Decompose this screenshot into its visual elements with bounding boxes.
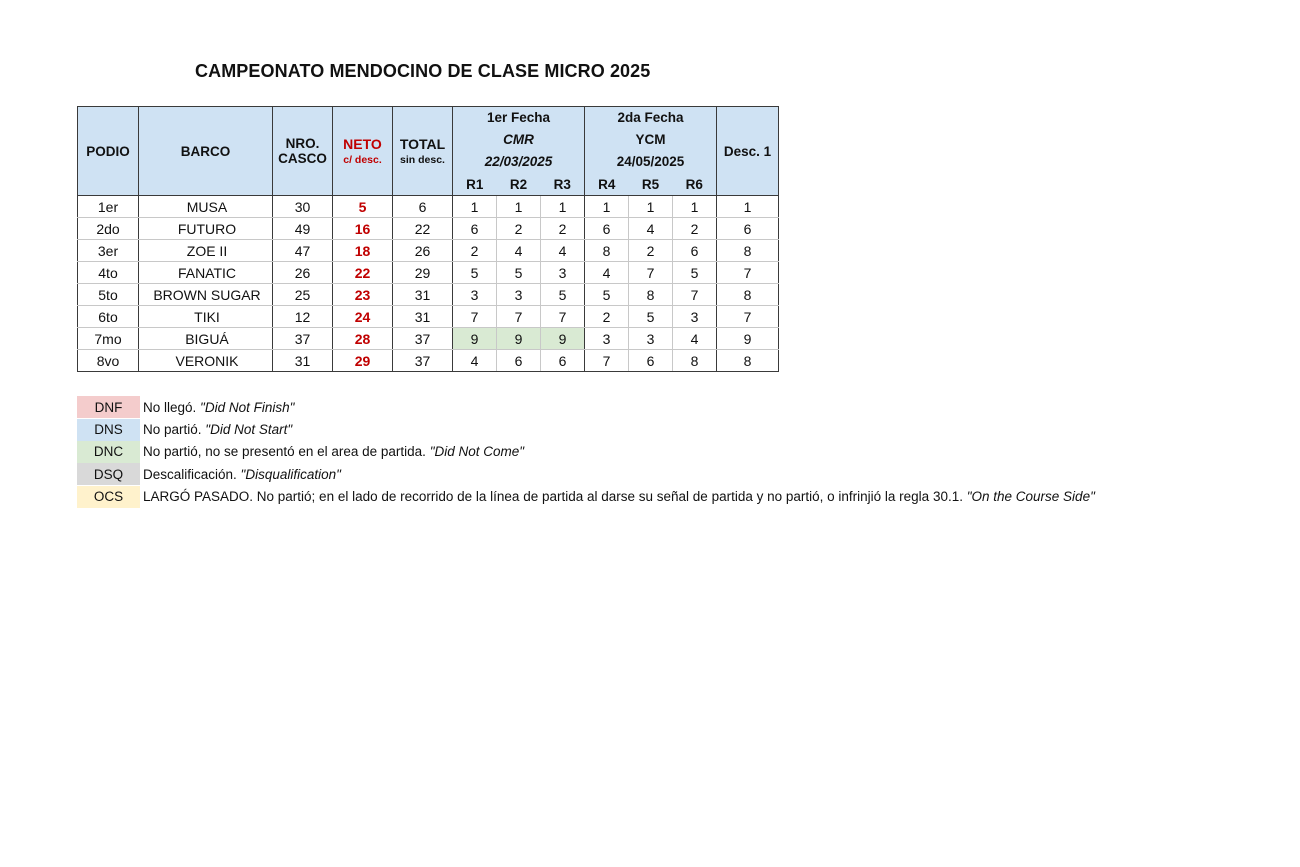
header-fecha-1 [453, 107, 585, 174]
header-race: R2 [497, 173, 541, 196]
cell-casco: 47 [273, 240, 333, 262]
cell-race-result: 3 [629, 328, 673, 350]
legend-item [77, 486, 1095, 508]
cell-race-result: 2 [585, 306, 629, 328]
cell-race-result: 5 [673, 262, 717, 284]
cell-race-result: 3 [541, 262, 585, 284]
cell-desc: 9 [717, 328, 779, 350]
cell-barco: BROWN SUGAR [139, 284, 273, 306]
legend-quote: "Did Not Start" [205, 422, 293, 438]
results-table [77, 106, 779, 372]
cell-race-result: 7 [453, 306, 497, 328]
cell-race-result: 5 [497, 262, 541, 284]
table-row [78, 306, 779, 328]
cell-barco: FANATIC [139, 262, 273, 284]
header-desc: Desc. 1 [717, 107, 779, 196]
fecha-2-club: YCM [635, 132, 666, 147]
legend-text: No llegó. [143, 399, 201, 415]
legend-description [140, 422, 292, 437]
cell-race-result: 1 [585, 196, 629, 218]
cell-race-result: 7 [497, 306, 541, 328]
legend-text: No partió, no se presentó en el area de partida. [143, 444, 430, 460]
header-race: R1 [453, 173, 497, 196]
cell-total: 22 [393, 218, 453, 240]
header-casco-line1: NRO. [285, 136, 320, 151]
cell-race-result: 6 [629, 350, 673, 372]
legend-quote: "On the Course Side" [966, 489, 1095, 505]
legend-item [77, 441, 1095, 463]
cell-race-result: 6 [585, 218, 629, 240]
legend-quote: "Did Not Finish" [200, 399, 295, 415]
cell-race-result: 8 [629, 284, 673, 306]
cell-race-result: 7 [541, 306, 585, 328]
header-casco [273, 107, 333, 196]
cell-race-result: 6 [541, 350, 585, 372]
cell-race-result: 9 [453, 328, 497, 350]
cell-race-result: 5 [629, 306, 673, 328]
cell-barco: VERONIK [139, 350, 273, 372]
cell-neto: 29 [333, 350, 393, 372]
cell-race-result: 9 [541, 328, 585, 350]
cell-podio: 7mo [78, 328, 139, 350]
cell-neto: 16 [333, 218, 393, 240]
cell-total: 26 [393, 240, 453, 262]
cell-race-result: 4 [453, 350, 497, 372]
legend-code-swatch: DNC [77, 441, 140, 463]
cell-race-result: 8 [673, 350, 717, 372]
cell-total: 37 [393, 328, 453, 350]
cell-race-result: 6 [673, 240, 717, 262]
legend-description [140, 444, 524, 459]
cell-neto: 5 [333, 196, 393, 218]
legend-quote: "Did Not Come" [429, 444, 525, 460]
cell-race-result: 4 [497, 240, 541, 262]
header-race: R5 [629, 173, 673, 196]
cell-race-result: 5 [541, 284, 585, 306]
legend-item [77, 396, 1095, 418]
cell-race-result: 4 [541, 240, 585, 262]
cell-race-result: 9 [497, 328, 541, 350]
table-row [78, 328, 779, 350]
header-total-label: TOTAL [399, 136, 446, 152]
cell-casco: 25 [273, 284, 333, 306]
cell-barco: ZOE II [139, 240, 273, 262]
cell-desc: 7 [717, 262, 779, 284]
header-neto-sub: c/ desc. [343, 154, 382, 166]
cell-race-result: 7 [629, 262, 673, 284]
cell-casco: 31 [273, 350, 333, 372]
cell-race-result: 8 [585, 240, 629, 262]
cell-race-result: 1 [629, 196, 673, 218]
cell-neto: 28 [333, 328, 393, 350]
cell-casco: 12 [273, 306, 333, 328]
cell-total: 37 [393, 350, 453, 372]
cell-barco: MUSA [139, 196, 273, 218]
fecha-2-name: 2da Fecha [617, 110, 684, 125]
cell-race-result: 4 [585, 262, 629, 284]
cell-total: 6 [393, 196, 453, 218]
legend-text: LARGÓ PASADO. No partió; en el lado de recorrido de la línea de partida al darse su señal de partida y no partió, o infrinjió la regla 30.1. [143, 489, 967, 505]
cell-casco: 37 [273, 328, 333, 350]
header-total-sub: sin desc. [400, 154, 445, 166]
cell-race-result: 3 [497, 284, 541, 306]
cell-podio: 5to [78, 284, 139, 306]
cell-desc: 8 [717, 350, 779, 372]
cell-race-result: 2 [497, 218, 541, 240]
legend-quote: "Disqualification" [240, 466, 341, 482]
cell-race-result: 4 [629, 218, 673, 240]
legend-code-swatch: DNS [77, 419, 140, 441]
header-neto-label: NETO [343, 136, 382, 152]
header-casco-line2: CASCO [278, 151, 327, 166]
cell-race-result: 2 [453, 240, 497, 262]
legend-item [77, 463, 1095, 485]
legend-description [140, 489, 1095, 504]
legend-code-swatch: DSQ [77, 463, 140, 485]
header-podio: PODIO [78, 107, 139, 196]
cell-race-result: 4 [673, 328, 717, 350]
cell-desc: 6 [717, 218, 779, 240]
legend-code-swatch: OCS [77, 486, 140, 508]
cell-casco: 49 [273, 218, 333, 240]
cell-total: 29 [393, 262, 453, 284]
legend-description [140, 400, 294, 415]
cell-race-result: 2 [629, 240, 673, 262]
legend [77, 396, 1095, 508]
cell-podio: 8vo [78, 350, 139, 372]
cell-neto: 23 [333, 284, 393, 306]
cell-race-result: 2 [673, 218, 717, 240]
legend-text: Descalificación. [143, 466, 241, 482]
cell-race-result: 1 [497, 196, 541, 218]
cell-barco: TIKI [139, 306, 273, 328]
table-row [78, 218, 779, 240]
header-barco: BARCO [139, 107, 273, 196]
cell-race-result: 7 [585, 350, 629, 372]
header-race: R4 [585, 173, 629, 196]
cell-race-result: 3 [673, 306, 717, 328]
cell-podio: 1er [78, 196, 139, 218]
cell-neto: 22 [333, 262, 393, 284]
cell-race-result: 7 [673, 284, 717, 306]
header-neto [333, 107, 393, 196]
cell-race-result: 1 [453, 196, 497, 218]
table-row [78, 240, 779, 262]
fecha-1-date: 22/03/2025 [484, 154, 553, 169]
cell-podio: 6to [78, 306, 139, 328]
table-row [78, 284, 779, 306]
cell-race-result: 2 [541, 218, 585, 240]
cell-desc: 8 [717, 284, 779, 306]
cell-neto: 24 [333, 306, 393, 328]
results-body [78, 196, 779, 372]
legend-code-swatch: DNF [77, 396, 140, 418]
legend-item [77, 418, 1095, 440]
page-title: CAMPEONATO MENDOCINO DE CLASE MICRO 2025 [195, 61, 651, 81]
cell-total: 31 [393, 284, 453, 306]
cell-podio: 4to [78, 262, 139, 284]
cell-podio: 2do [78, 218, 139, 240]
cell-casco: 26 [273, 262, 333, 284]
cell-desc: 1 [717, 196, 779, 218]
header-fecha-2 [585, 107, 717, 174]
cell-neto: 18 [333, 240, 393, 262]
header-total [393, 107, 453, 196]
cell-race-result: 6 [453, 218, 497, 240]
cell-podio: 3er [78, 240, 139, 262]
cell-race-result: 5 [453, 262, 497, 284]
fecha-2-date: 24/05/2025 [616, 154, 685, 169]
table-row [78, 350, 779, 372]
header-race: R3 [541, 173, 585, 196]
cell-total: 31 [393, 306, 453, 328]
cell-race-result: 3 [453, 284, 497, 306]
cell-barco: FUTURO [139, 218, 273, 240]
table-row [78, 196, 779, 218]
cell-barco: BIGUÁ [139, 328, 273, 350]
legend-text: No partió. [143, 422, 206, 438]
fecha-1-club: CMR [503, 132, 534, 147]
cell-casco: 30 [273, 196, 333, 218]
cell-race-result: 6 [497, 350, 541, 372]
header-race: R6 [673, 173, 717, 196]
cell-race-result: 1 [673, 196, 717, 218]
cell-desc: 7 [717, 306, 779, 328]
cell-race-result: 3 [585, 328, 629, 350]
cell-race-result: 1 [541, 196, 585, 218]
cell-desc: 8 [717, 240, 779, 262]
table-row [78, 262, 779, 284]
legend-description [140, 467, 341, 482]
cell-race-result: 5 [585, 284, 629, 306]
fecha-1-name: 1er Fecha [486, 110, 551, 125]
